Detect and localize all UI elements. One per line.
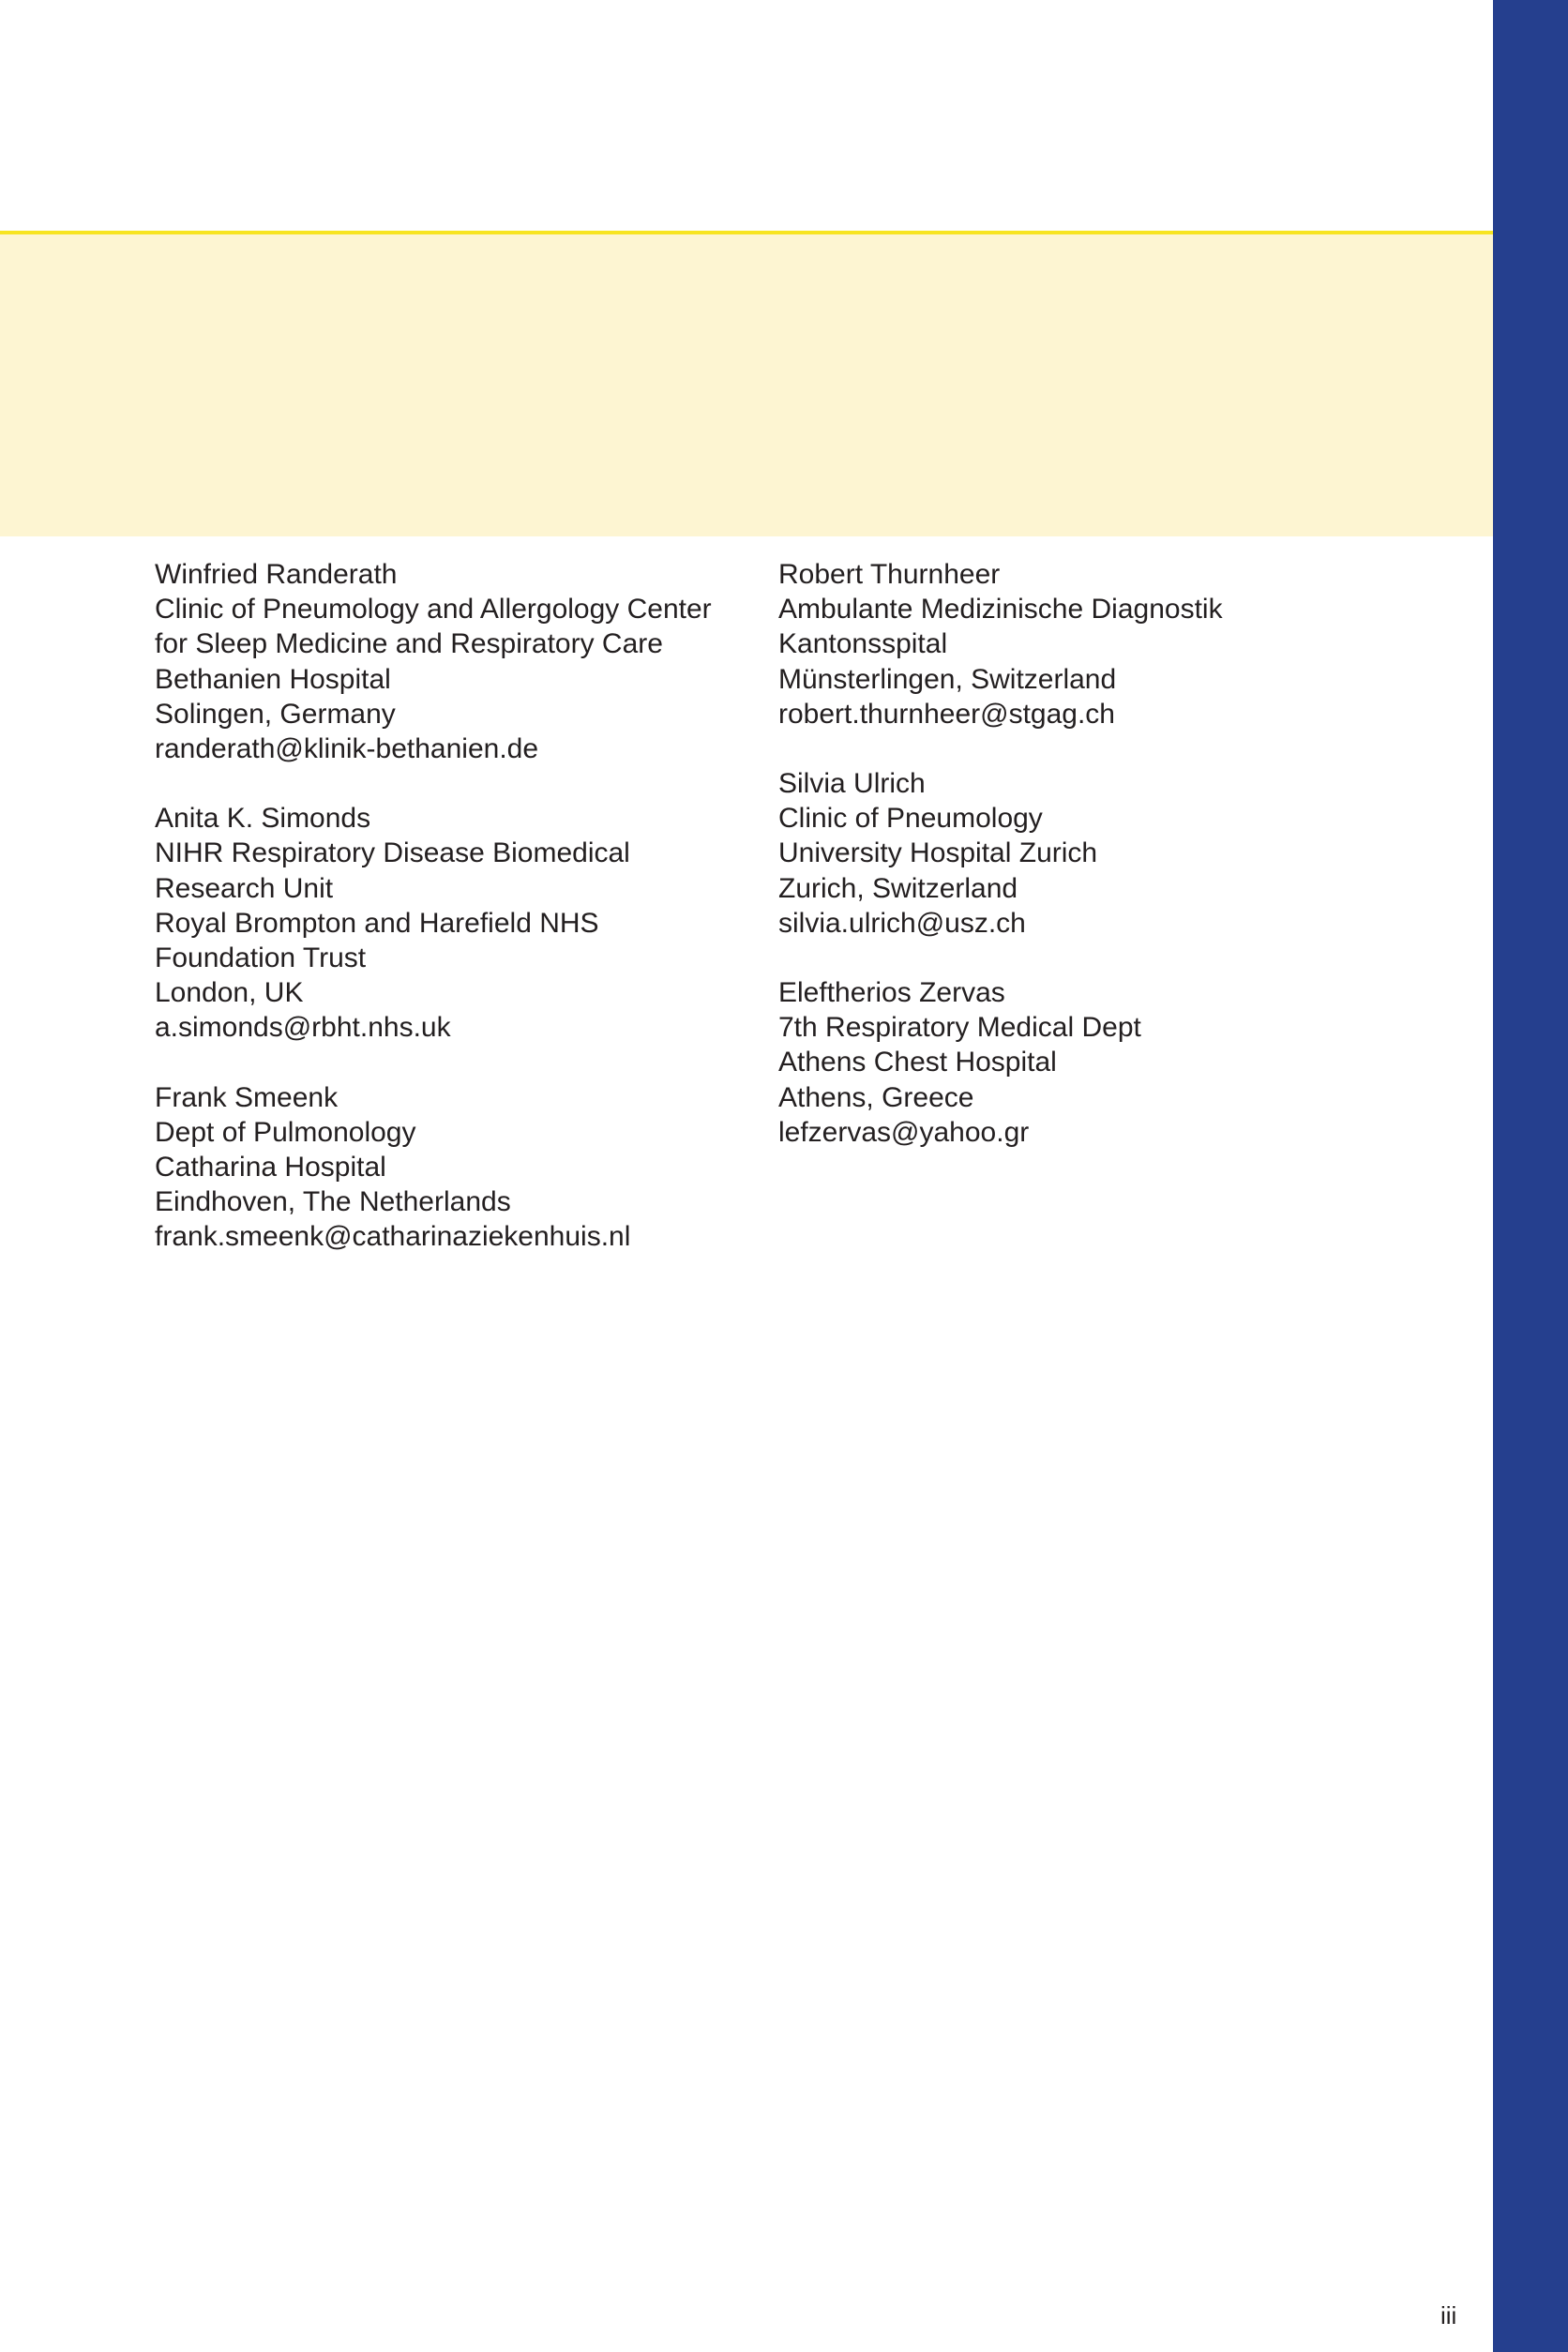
page-number: iii	[1440, 2301, 1457, 2329]
contact-affiliation: Clinic of Pneumology and Allergology Center	[155, 594, 712, 626]
contact-institution: Royal Brompton and Harefield NHS	[155, 907, 599, 939]
contact-entry	[155, 801, 755, 1045]
contact-email: lefzervas@yahoo.gr	[778, 1116, 1030, 1148]
contacts-right-column	[778, 557, 1379, 1184]
side-bar	[1493, 0, 1568, 2352]
contact-name: Winfried Randerath	[155, 559, 398, 590]
contact-entry	[778, 557, 1379, 731]
contact-email: robert.thurnheer@stgag.ch	[778, 698, 1115, 730]
contact-name: Frank Smeenk	[155, 1081, 339, 1113]
contact-email: silvia.ulrich@usz.ch	[778, 907, 1026, 939]
contact-institution: Kantonsspital	[778, 628, 948, 660]
contact-institution: Bethanien Hospital	[155, 663, 391, 695]
contact-location: London, UK	[155, 977, 304, 1009]
contact-email: a.simonds@rbht.nhs.uk	[155, 1012, 451, 1044]
contact-name: Eleftherios Zervas	[778, 977, 1005, 1009]
contact-location: Eindhoven, The Netherlands	[155, 1186, 511, 1218]
contact-affiliation: 7th Respiratory Medical Dept	[778, 1012, 1141, 1044]
contact-institution: Athens Chest Hospital	[778, 1047, 1057, 1078]
contact-institution: University Hospital Zurich	[778, 837, 1098, 869]
contact-institution: Foundation Trust	[155, 942, 367, 974]
contact-location: Athens, Greece	[778, 1081, 974, 1113]
contact-entry	[155, 1080, 755, 1255]
contact-institution: Catharina Hospital	[155, 1152, 386, 1184]
contact-name: Silvia Ulrich	[778, 768, 926, 800]
contacts-left-column	[155, 557, 755, 1289]
contact-email: frank.smeenk@catharinaziekenhuis.nl	[155, 1221, 631, 1253]
contact-affiliation: Research Unit	[155, 872, 334, 904]
contact-location: Zurich, Switzerland	[778, 872, 1018, 904]
contact-affiliation: Clinic of Pneumology	[778, 803, 1043, 835]
contact-entry	[778, 975, 1379, 1150]
contact-affiliation: for Sleep Medicine and Respiratory Care	[155, 628, 663, 660]
contact-location: Solingen, Germany	[155, 698, 396, 730]
contact-affiliation: NIHR Respiratory Disease Biomedical	[155, 837, 630, 869]
contact-email: randerath@klinik-bethanien.de	[155, 733, 539, 765]
header-band	[0, 234, 1493, 536]
contact-name: Robert Thurnheer	[778, 559, 1001, 590]
contact-entry	[778, 766, 1379, 941]
contact-entry	[155, 557, 755, 766]
contact-name: Anita K. Simonds	[155, 803, 371, 835]
contact-affiliation: Dept of Pulmonology	[155, 1116, 416, 1148]
contact-location: Münsterlingen, Switzerland	[778, 663, 1117, 695]
contact-affiliation: Ambulante Medizinische Diagnostik	[778, 594, 1223, 626]
